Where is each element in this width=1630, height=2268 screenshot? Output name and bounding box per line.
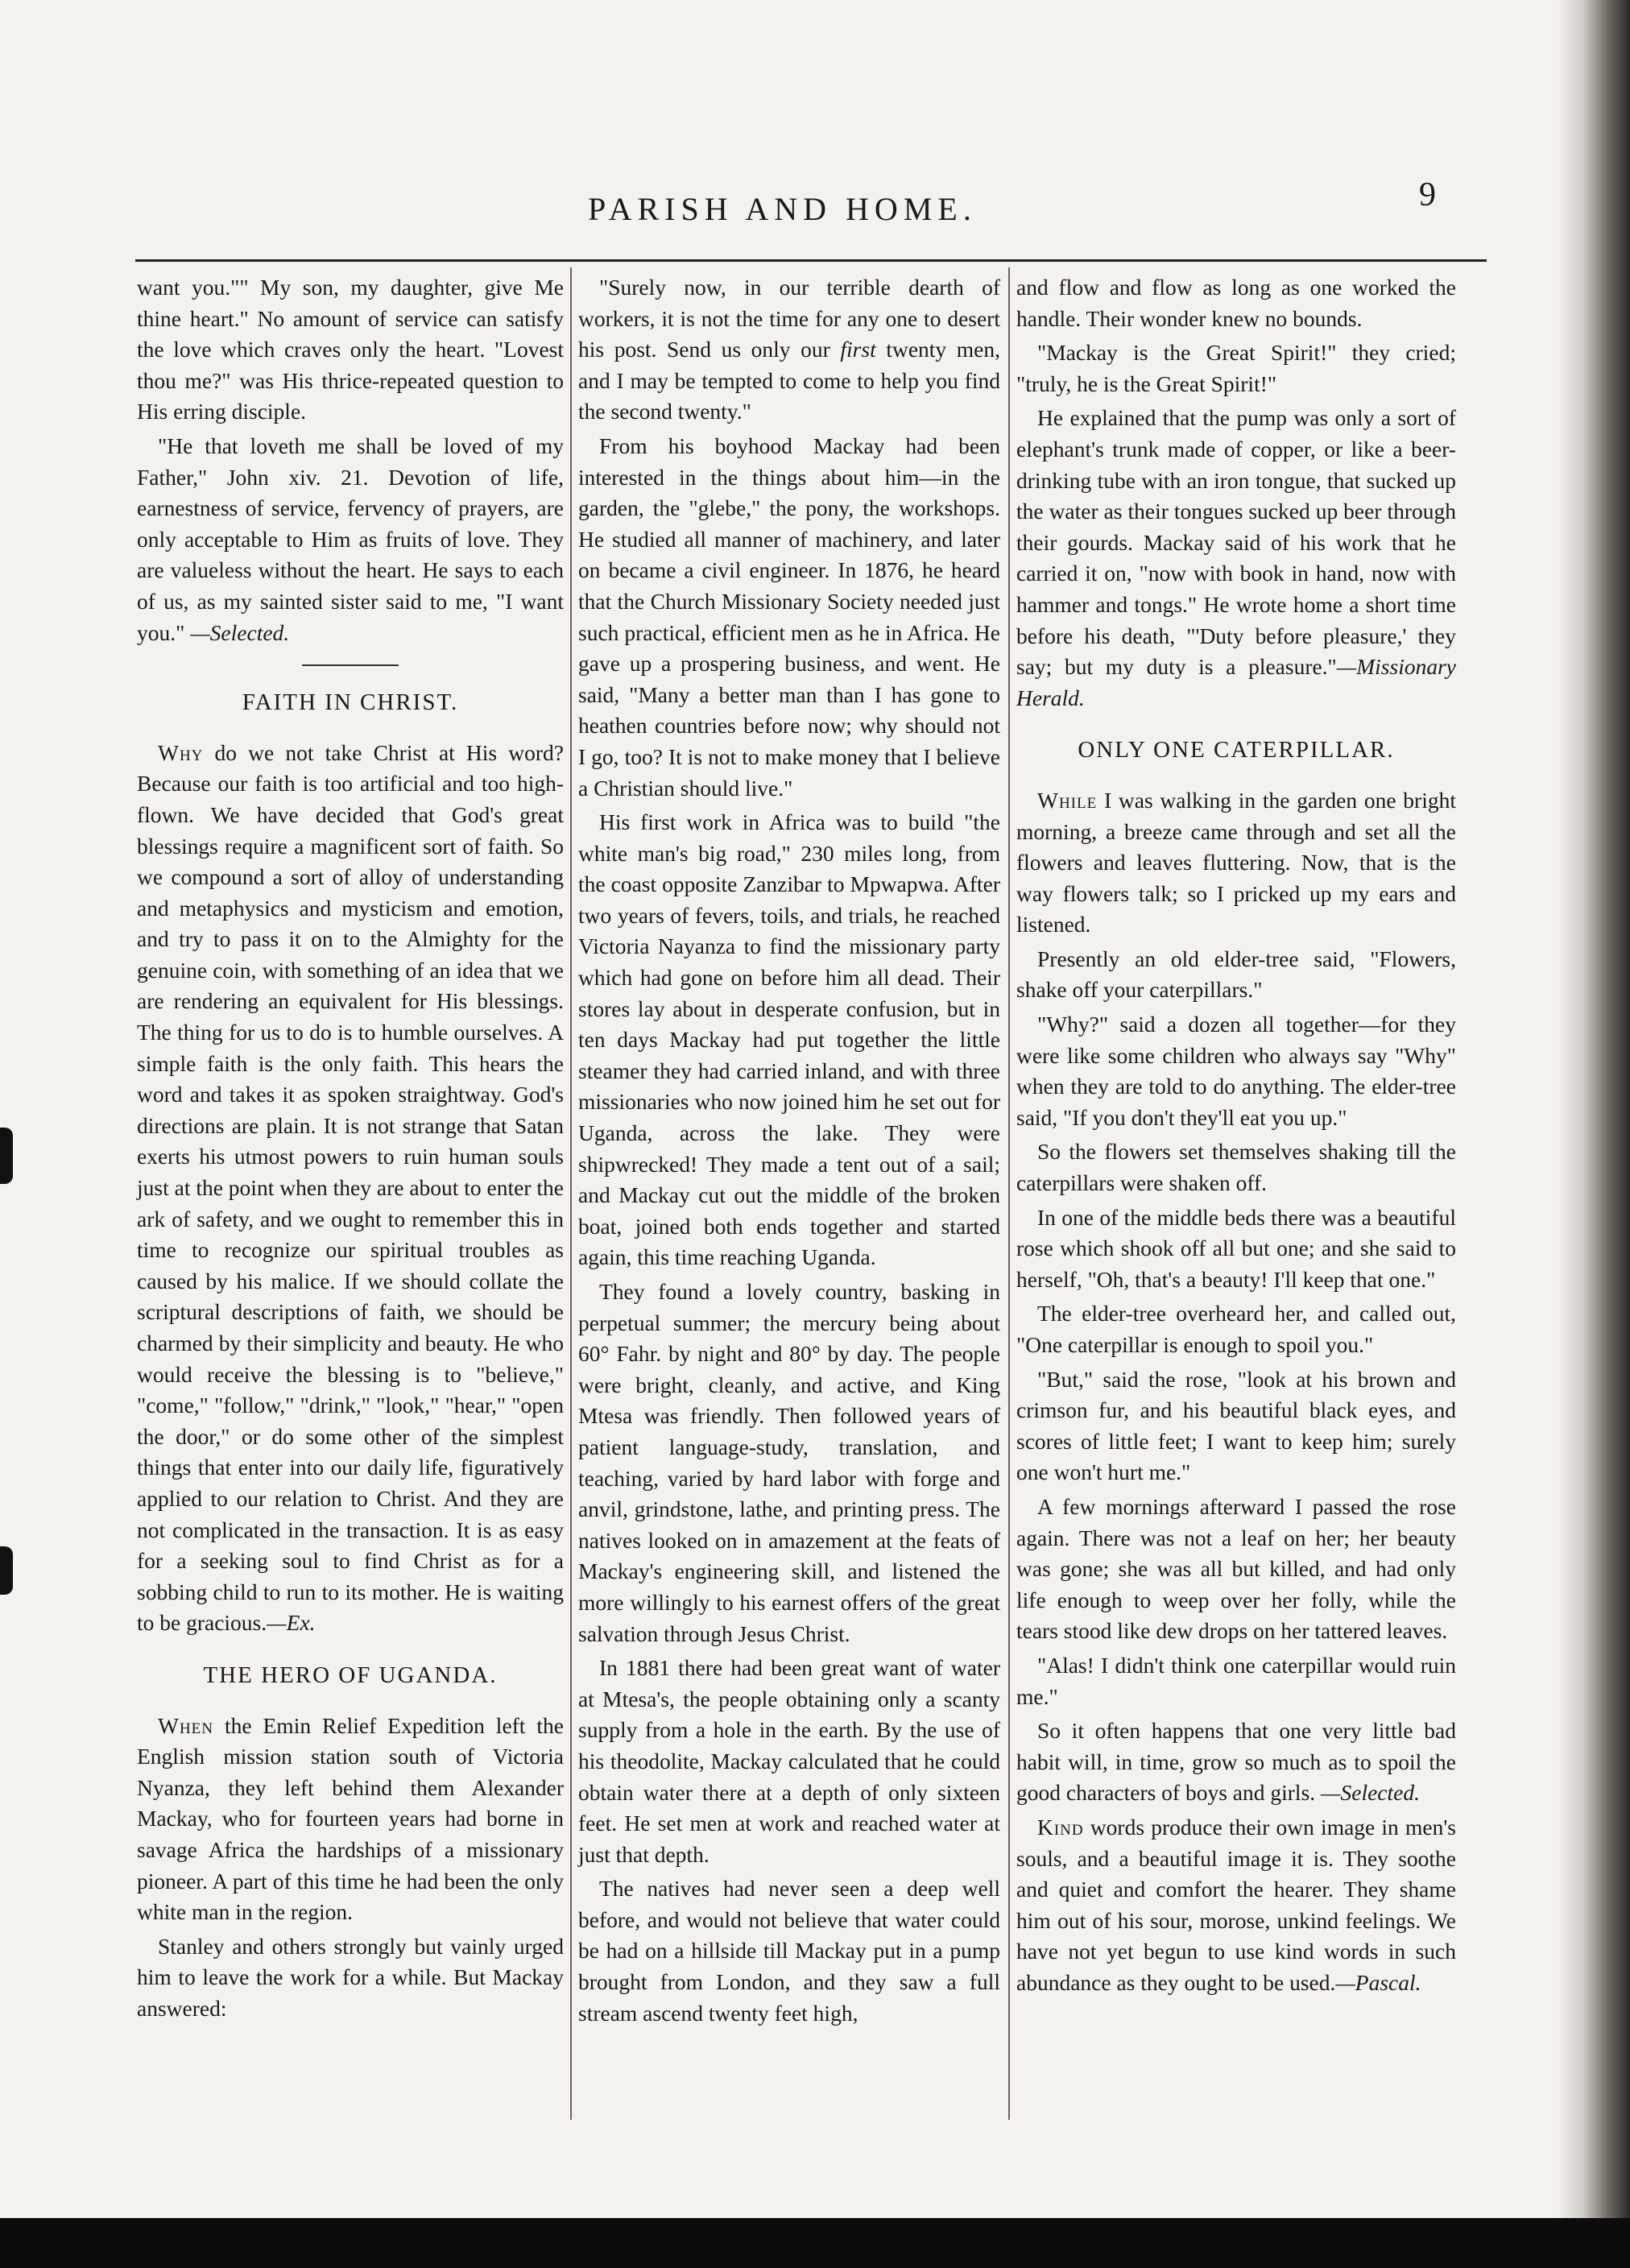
paragraph: and flow and flow as long as one worked the handle. Their wonder knew no bounds. xyxy=(1016,275,1456,331)
section-heading: ONLY ONE CATERPILLAR. xyxy=(1078,737,1395,764)
paragraph: Presently an old elder-tree said, "Flowers, shake off your caterpillars." xyxy=(1016,946,1456,1003)
attribution: —Selected. xyxy=(1321,1780,1420,1806)
paragraph: While I was walking in the garden one bright morning, a breeze came through and set all the flowers and leaves fluttering. Now, that is the way flowers talk; so I pricked up my ears and listened. xyxy=(1016,787,1456,937)
paragraph: When the Emin Relief Expedition left the English mission station south of Victoria Nyanza, they left behind them Alexander Mackay, who for fourteen years had borne in savage Africa the hardships of a missionary pioneer. A part of this time he had been the only white man in the region. xyxy=(137,1712,564,1925)
margin-ink-mark xyxy=(0,1546,13,1595)
paragraph: He explained that the pump was only a sort of elephant's trunk made of copper, or like a beer-drinking tube with an iron tongue, that sucked up the water as their tongues sucked up beer through their gourds. Mackay said of his work that he carried it on, "now with book in hand, now with hammer and tongs." He wrote home a short time before his death, "'Duty before pleasure,' they say; but my duty is a pleasure."—Missionary Herald. xyxy=(1016,405,1456,710)
masthead-title: PARISH AND HOME. xyxy=(588,191,977,227)
page-binding-shadow xyxy=(1558,0,1630,2268)
section-heading: FAITH IN CHRIST. xyxy=(242,689,459,716)
attribution: —Missionary Herald. xyxy=(1016,654,1456,710)
paragraph: His first work in Africa was to build "the white man's big road," 230 miles long, from the coast opposite Zanzibar to Mpwapwa. After two years of fevers, toils, and trials, he reached Victoria Nayanza to find the missionary party which had gone on before him all dead. Their stores lay about in desperate confusion, but in ten days Mackay had put together the little steamer they had carried inland, and with three missionaries who now joined him he set out for Uganda, across the lake. They were shipwrecked! They made a tent out of a sail; and Mackay cut out the middle of the broken boat, joined both ends together and started again, this time reaching Uganda. xyxy=(578,809,1000,1270)
paragraph: So the flowers set themselves shaking till the caterpillars were shaken off. xyxy=(1016,1139,1456,1196)
paragraph: The natives had never seen a deep well before, and would not believe that water could be had on a hillside till Mackay put in a pump brought from London, and they saw a full stream ascend twenty feet high, xyxy=(578,1876,1000,2026)
paragraph: In one of the middle beds there was a beautiful rose which shook off all but one; and she said to herself, "Oh, that's a beauty! I'll keep that one." xyxy=(1016,1204,1456,1292)
header-rule xyxy=(135,259,1487,262)
lead-word: While xyxy=(1037,787,1098,813)
column-divider xyxy=(570,267,572,2120)
lead-word: When xyxy=(158,1712,214,1738)
column-right xyxy=(1016,272,1456,2001)
section-heading: THE HERO OF UGANDA. xyxy=(203,1662,498,1688)
section-rule xyxy=(302,664,399,666)
attribution: —Ex. xyxy=(267,1610,316,1636)
paragraph: They found a lovely country, basking in perpetual summer; the mercury being about 60° Fahr. by night and 80° by day. The people were bright, cleanly, and active, and King Mtesa was friendly. Then followed years of patient language-study, translation, and teaching, varied by hard labor with forge and anvil, grindstone, lathe, and printing press. The natives looked on in amazement at the feats of Mackay's engineering skill, and listened the more willingly to his earnest offers of the great salvation through Jesus Christ. xyxy=(578,1279,1000,1646)
paragraph: "Mackay is the Great Spirit!" they cried; "truly, he is the Great Spirit!" xyxy=(1016,340,1456,396)
paragraph: Why do we not take Christ at His word? Because our faith is too artificial and too high-flown. We have decided that God's great blessings require a magnificent sort of faith. So we compound a sort of alloy of understanding and metaphysics and mysticism and emotion, and try to pass it on to the Almighty for the genuine coin, with something of an idea that we are rendering an equivalent for His blessings. The thing for us to do is to humble ourselves. A simple faith is the only faith. This hears the word and takes it as spoken straightway. God's directions are plain. It is not strange that Satan exerts his utmost powers to ruin human souls just at the point when they are about to enter the ark of safety, and we ought to remember this in time to recognize our spiritual troubles as caused by his malice. If we should collate the scriptural descriptions of faith, we should be charmed by their simplicity and beauty. He who would receive the blessing is to "believe," "come," "follow," "drink," "look," "hear," "open the door," or do some other of the simplest things that enter into our daily life, figuratively applied to our relation to Christ. And they are not complicated in the transaction. It is as easy for a seeking soul to find Christ as for a sobbing child to run to its mother. He is waiting to be gracious.—Ex. xyxy=(137,739,564,1636)
paragraph: "Why?" said a dozen all together—for they were like some children who always say "Why" when they are told to do anything. The elder-tree said, "If you don't they'll eat you up." xyxy=(1016,1012,1456,1130)
paragraph: "Alas! I didn't think one caterpillar would ruin me." xyxy=(1016,1652,1456,1709)
paragraph: "Surely now, in our terrible dearth of workers, it is not the time for any one to desert his post. Send us only our first twenty men, and I may be tempted to come to help you find the second twenty." xyxy=(578,275,1000,424)
paragraph: From his boyhood Mackay had been interested in the things about him—in the garden, the "glebe," the pony, the workshops. He studied all manner of machinery, and later on became a civil engineer. In 1876, he heard that the Church Missionary Society needed just such practical, efficient men as he in Africa. He gave up a prospering business, and went. He said, "Many a better man than I has gone to heathen countries before now; why should not I go, too? It is not to make money that I believe a Christian should live." xyxy=(578,432,1000,801)
paragraph: A few mornings afterward I passed the rose again. There was not a leaf on her; her beauty was gone; she was all but killed, and had only life enough to weep over her folly, while the tears stood like dew drops on her tattered leaves. xyxy=(1016,1493,1456,1644)
paragraph: Stanley and others strongly but vainly urged him to leave the work for a while. But Mackay answered: xyxy=(137,1933,564,2021)
lead-word: Kind xyxy=(1037,1814,1084,1840)
paragraph: So it often happens that one very little bad habit will, in time, grow so much as to spoil the good characters of boys and girls. —Selected. xyxy=(1016,1718,1456,1806)
scan-bottom-edge xyxy=(0,2218,1630,2268)
emphasis: first xyxy=(840,337,876,362)
attribution: —Selected. xyxy=(190,619,290,645)
paragraph: The elder-tree overheard her, and called out, "One caterpillar is enough to spoil you." xyxy=(1016,1301,1456,1357)
paragraph: "He that loveth me shall be loved of my Father," John xiv. 21. Devotion of life, earnestness of service, fervency of prayers, are only acceptable to Him as fruits of love. They are valueless without the heart. He says to each of us, as my sainted sister said to me, "I want you." —Selected. xyxy=(137,432,564,645)
page-number: 9 xyxy=(1419,176,1436,213)
paragraph: "But," said the rose, "look at his brown and crimson fur, and his beautiful black eyes, and scores of little feet; I want to keep him; surely one won't hurt me." xyxy=(1016,1366,1456,1485)
paragraph: In 1881 there had been great want of water at Mtesa's, the people obtaining only a scanty supply from a hole in the earth. By the use of his theodolite, Mackay calculated that he could obtain water there at a depth of only sixteen feet. He set men at work and reached water at just that depth. xyxy=(578,1655,1000,1867)
column-divider xyxy=(1008,267,1010,2120)
attribution: —Pascal. xyxy=(1335,1969,1421,1995)
paragraph: want you."" My son, my daughter, give Me thine heart." No amount of service can satisfy the love which craves only the heart. "Lovest thou me?" was His thrice-repeated question to His erring disciple. xyxy=(137,275,564,424)
masthead xyxy=(0,176,1530,232)
lead-word: Why xyxy=(158,739,204,765)
paragraph: Kind words produce their own image in men's souls, and a beautiful image it is. They soothe and quiet and comfort the hearer. They shame him out of his sour, morose, unkind feelings. We have not yet begun to use kind words in such abundance as they ought to be used.—Pascal. xyxy=(1016,1814,1456,1995)
column-middle xyxy=(578,272,1000,2032)
column-left xyxy=(137,272,564,2027)
margin-ink-mark xyxy=(0,1128,13,1184)
